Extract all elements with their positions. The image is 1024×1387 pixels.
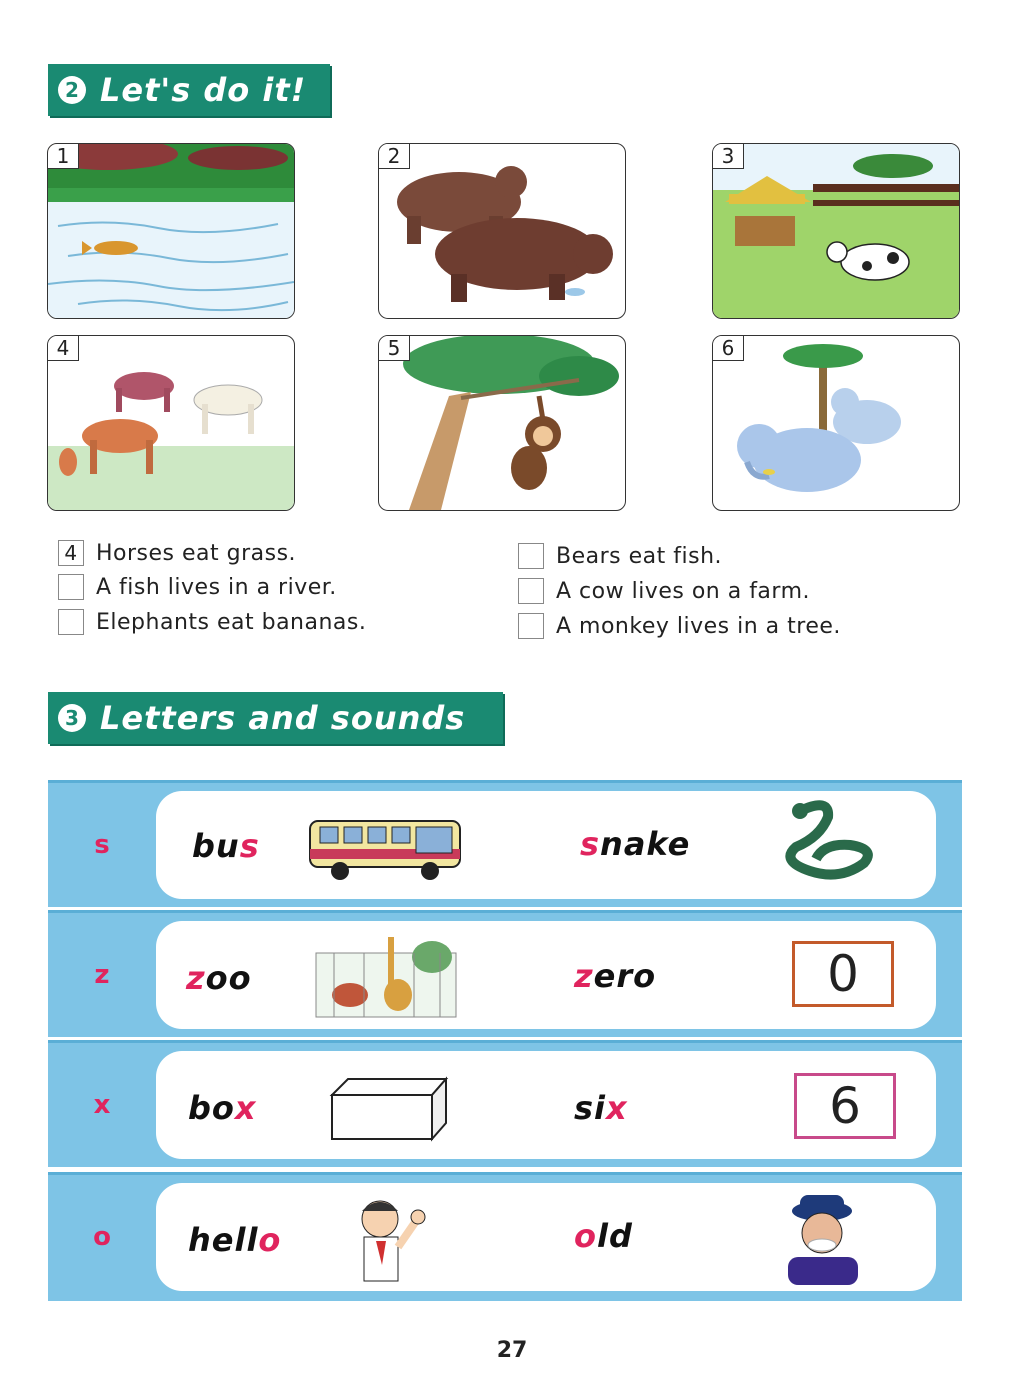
sentence-bears bbox=[518, 540, 722, 572]
sentence-elephants bbox=[58, 606, 366, 638]
sentence-horses bbox=[58, 537, 296, 569]
picture-panel-4 bbox=[47, 335, 295, 511]
sentence-text: Horses eat grass. bbox=[96, 540, 297, 566]
cow-farm-illustration bbox=[713, 144, 959, 318]
word-card bbox=[156, 791, 936, 899]
horses-illustration bbox=[48, 336, 294, 510]
bus-icon bbox=[306, 813, 466, 883]
sentence-text: A monkey lives in a tree. bbox=[556, 613, 841, 639]
sentence-text: A cow lives on a farm. bbox=[556, 578, 810, 604]
letter-row-o bbox=[48, 1172, 962, 1301]
row-letter: x bbox=[93, 1090, 111, 1120]
answer-box[interactable] bbox=[58, 574, 84, 600]
row-letter: s bbox=[94, 830, 110, 860]
word-six: six bbox=[574, 1089, 628, 1127]
sentence-monkey bbox=[518, 610, 841, 642]
sentence-text: A fish lives in a river. bbox=[96, 574, 337, 600]
section-3-number: 3 bbox=[58, 704, 86, 732]
answer-box[interactable] bbox=[58, 609, 84, 635]
sentence-cow bbox=[518, 575, 810, 607]
sentence-fish bbox=[58, 571, 337, 603]
panel-number: 4 bbox=[48, 336, 79, 361]
number-card-six: 6 bbox=[794, 1073, 896, 1139]
word-hello: hello bbox=[188, 1221, 282, 1259]
word-old: old bbox=[574, 1217, 633, 1255]
word-bus: bus bbox=[192, 827, 260, 865]
monkey-tree-illustration bbox=[379, 336, 625, 510]
letter-row-s bbox=[48, 780, 962, 907]
answer-box[interactable] bbox=[518, 613, 544, 639]
number-card-zero: 0 bbox=[792, 941, 894, 1007]
panel-number: 5 bbox=[379, 336, 410, 361]
river-fish-illustration bbox=[48, 144, 294, 318]
section-2-title: Let's do it! bbox=[100, 71, 307, 109]
panel-number: 2 bbox=[379, 144, 410, 169]
picture-panel-3 bbox=[712, 143, 960, 319]
section-2-number: 2 bbox=[58, 76, 86, 104]
word-box: box bbox=[188, 1089, 257, 1127]
section-3-title: Letters and sounds bbox=[100, 699, 466, 737]
picture-panel-6 bbox=[712, 335, 960, 511]
word-snake: snake bbox=[580, 825, 691, 863]
waving-boy-icon bbox=[340, 1191, 436, 1287]
picture-panel-2 bbox=[378, 143, 626, 319]
picture-panel-5 bbox=[378, 335, 626, 511]
old-man-icon bbox=[772, 1187, 872, 1287]
word-card bbox=[156, 1183, 936, 1291]
word-zoo: zoo bbox=[186, 959, 252, 997]
word-zero: zero bbox=[574, 957, 657, 995]
row-letter: z bbox=[94, 960, 110, 990]
answer-box[interactable] bbox=[518, 578, 544, 604]
row-letter: o bbox=[93, 1222, 111, 1252]
zoo-icon bbox=[314, 933, 460, 1021]
page-number: 27 bbox=[496, 1338, 528, 1363]
box-icon bbox=[328, 1075, 450, 1143]
bears-illustration bbox=[379, 144, 625, 318]
section-2-header bbox=[48, 64, 330, 116]
answer-box[interactable]: 4 bbox=[58, 540, 84, 566]
letter-row-x bbox=[48, 1040, 962, 1167]
panel-number: 1 bbox=[48, 144, 79, 169]
elephants-illustration bbox=[713, 336, 959, 510]
picture-panel-1 bbox=[47, 143, 295, 319]
section-3-header bbox=[48, 692, 503, 744]
letter-row-z bbox=[48, 910, 962, 1037]
snake-icon bbox=[780, 797, 876, 889]
sentence-text: Bears eat fish. bbox=[556, 543, 723, 569]
word-card bbox=[156, 1051, 936, 1159]
word-card bbox=[156, 921, 936, 1029]
panel-number: 6 bbox=[713, 336, 744, 361]
panel-number: 3 bbox=[713, 144, 744, 169]
answer-box[interactable] bbox=[518, 543, 544, 569]
sentence-text: Elephants eat bananas. bbox=[96, 609, 367, 635]
